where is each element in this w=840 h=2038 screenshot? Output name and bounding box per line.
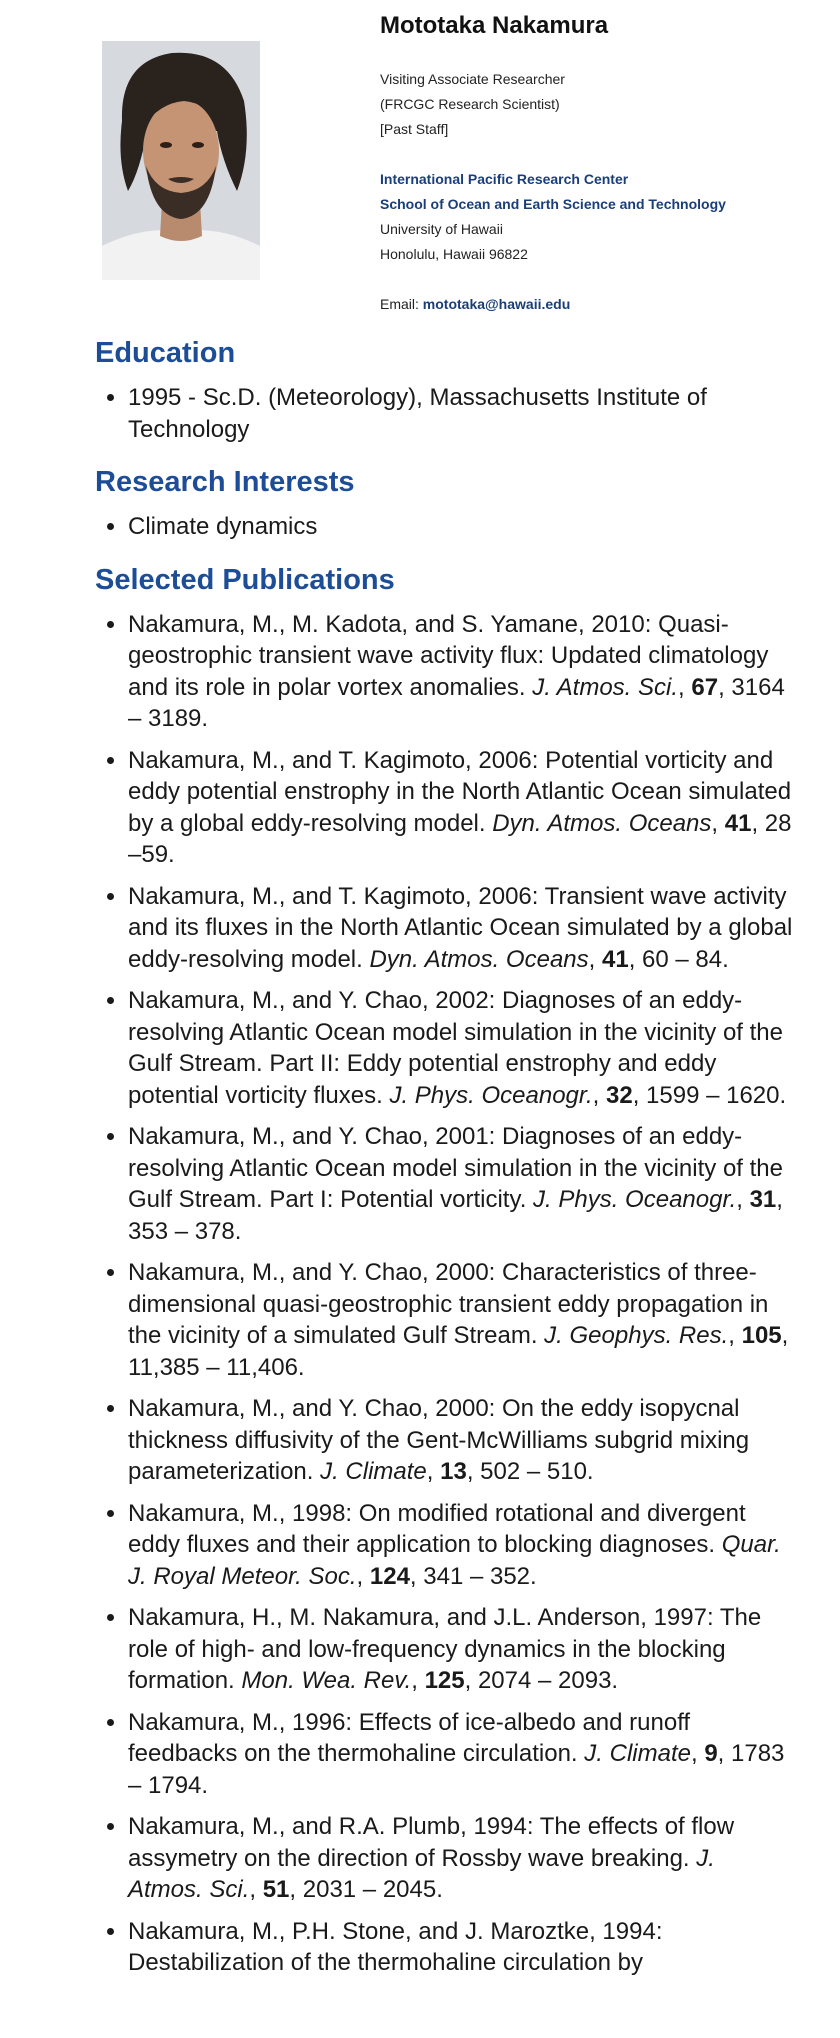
publication-item: • Nakamura, M., and Y. Chao, 2000: Characteristics of three-dimensional quasi-geostrophic transient eddy propagation in the vicinity of a simulated Gulf Stream. J. Geophys. Res., 105, 11,385 – 11,406. bbox=[128, 1257, 795, 1383]
publication-volume: 51 bbox=[262, 1876, 290, 1903]
publication-text: Nakamura, M., and T. Kagimoto, 2006: Potential vorticity and eddy potential enstrophy in the North Atlantic Ocean simulated by a global eddy-resolving model. bbox=[128, 746, 792, 837]
publication-item: • Nakamura, M., and Y. Chao, 2002: Diagnoses of an eddy-resolving Atlantic Ocean model simulation in the vicinity of the Gulf Stream. Part II: Eddy potential enstrophy and eddy potential vorticity fluxes. J. Phys. Oceanogr., 32, 1599 – 1620. bbox=[128, 985, 795, 1111]
publication-text: Nakamura, M., 1996: Effects of ice-albedo and runoff feedbacks on the thermohaline circulation. bbox=[128, 1708, 691, 1767]
publication-pages: , 1783 – 1794. bbox=[128, 1740, 785, 1799]
publication-pages: , 3164 – 3189. bbox=[128, 673, 785, 732]
staff-status: [Past Staff] bbox=[380, 121, 449, 137]
publication-text: Nakamura, M., and Y. Chao, 2001: Diagnoses of an eddy-resolving Atlantic Ocean model simulation in the vicinity of the Gulf Stream. Part I: Potential vorticity. bbox=[128, 1123, 783, 1213]
person-name: Mototaka Nakamura bbox=[380, 12, 609, 39]
publication-text: Nakamura, M., and Y. Chao, 2000: On the eddy isopycnal thickness diffusivity of the Gent-McWilliams subgrid mixing parameterization. bbox=[128, 1395, 750, 1485]
publication-text: Nakamura, H., M. Nakamura, and J.L. Anderson, 1997: The role of high- and low-frequency dynamics in the blocking formation. bbox=[128, 1604, 762, 1694]
education-heading: Education bbox=[95, 337, 236, 369]
publication-text: Nakamura, M., and Y. Chao, 2000: Characteristics of three-dimensional quasi-geostrophic transient eddy propagation in the vicinity of a simulated Gulf Stream. bbox=[128, 1259, 769, 1349]
publication-journal: J. Climate bbox=[584, 1740, 691, 1767]
email-label: Email: bbox=[380, 296, 423, 312]
publication-volume: 31 bbox=[749, 1186, 777, 1213]
email-line bbox=[380, 292, 820, 317]
publication-journal: J. Atmos. Sci. bbox=[128, 1844, 715, 1903]
publication-journal: Quar. J. Royal Meteor. Soc. bbox=[128, 1531, 781, 1590]
publication-volume: 105 bbox=[741, 1322, 782, 1349]
publication-volume: 32 bbox=[606, 1081, 633, 1109]
publication-volume: 13 bbox=[440, 1458, 467, 1485]
publication-journal: J. Phys. Oceanogr. bbox=[389, 1081, 593, 1109]
publication-volume: 41 bbox=[601, 945, 629, 973]
iprc-link[interactable]: International Pacific Research Center bbox=[380, 171, 629, 187]
position-subtitle: (FRCGC Research Scientist) bbox=[380, 96, 560, 112]
publication-journal: Dyn. Atmos. Oceans bbox=[492, 809, 712, 837]
portrait-image bbox=[102, 41, 260, 280]
publication-pages: , 2031 – 2045. bbox=[289, 1876, 443, 1903]
research-list bbox=[95, 511, 795, 543]
publication-item: • Nakamura, H., M. Nakamura, and J.L. Anderson, 1997: The role of high- and low-frequency dynamics in the blocking formation. Mon. Wea. Rev., 125, 2074 – 2093. bbox=[128, 1602, 795, 1697]
publication-journal: J. Geophys. Res. bbox=[544, 1322, 729, 1349]
publication-item: • Nakamura, M., and Y. Chao, 2000: On the eddy isopycnal thickness diffusivity of the Gent-McWilliams subgrid mixing parameterization. J. Climate, 13, 502 – 510. bbox=[128, 1393, 795, 1488]
publication-pages: , 353 – 378. bbox=[128, 1186, 783, 1245]
publication-pages: , 2074 – 2093. bbox=[464, 1667, 619, 1694]
publication-item: • Nakamura, M., and Y. Chao, 2001: Diagnoses of an eddy-resolving Atlantic Ocean model simulation in the vicinity of the Gulf Stream. Part I: Potential vorticity. J. Phys. Oceanogr., 31, 353 – 378. bbox=[128, 1121, 795, 1247]
publication-pages: , 60 – 84. bbox=[628, 945, 729, 973]
contact-block bbox=[380, 12, 820, 317]
publication-item: • Nakamura, M., and T. Kagimoto, 2006: Transient wave activity and its fluxes in the North Atlantic Ocean simulated by a global eddy-resolving model. Dyn. Atmos. Oceans, 41, 60 – 84. bbox=[128, 881, 795, 976]
publication-journal: Dyn. Atmos. Oceans bbox=[369, 945, 589, 973]
research-heading: Research Interests bbox=[95, 466, 355, 498]
publication-journal: J. Atmos. Sci. bbox=[532, 673, 679, 701]
publication-journal: J. Phys. Oceanogr. bbox=[533, 1186, 737, 1213]
publication-volume: 67 bbox=[691, 673, 719, 701]
publication-text: Nakamura, M., P.H. Stone, and J. Maroztke, 1994: Destabilization of the thermohaline circulation by bbox=[128, 1917, 663, 1976]
publication-volume: 9 bbox=[704, 1740, 718, 1767]
profile-header bbox=[0, 0, 840, 330]
university-name: University of Hawaii bbox=[380, 221, 503, 237]
publications-list bbox=[95, 609, 795, 1979]
publication-text: Nakamura, M., 1998: On modified rotational and divergent eddy fluxes and their application to blocking diagnoses. bbox=[128, 1499, 746, 1558]
publication-item bbox=[128, 1916, 795, 1979]
publication-item: • Nakamura, M., and T. Kagimoto, 2006: Potential vorticity and eddy potential enstrophy in the North Atlantic Ocean simulated by a global eddy-resolving model. Dyn. Atmos. Oceans, 41, 28 –59. bbox=[128, 745, 795, 871]
main-content bbox=[95, 330, 795, 1989]
email-link[interactable]: mototaka@hawaii.edu bbox=[422, 296, 571, 312]
publication-item: • Nakamura, M., 1996: Effects of ice-albedo and runoff feedbacks on the thermohaline circulation. J. Climate, 9, 1783 – 1794. bbox=[128, 1707, 795, 1802]
list-item: • Climate dynamics bbox=[128, 511, 795, 543]
publication-volume: 125 bbox=[424, 1667, 465, 1694]
soest-link[interactable]: School of Ocean and Earth Science and Technology bbox=[380, 196, 726, 212]
publication-journal: J. Climate bbox=[320, 1458, 427, 1485]
publication-journal: Mon. Wea. Rev. bbox=[241, 1667, 412, 1694]
publication-text: Nakamura, M., and R.A. Plumb, 1994: The effects of flow assymetry on the direction of Rossby wave breaking. bbox=[128, 1813, 735, 1872]
list-item: • 1995 - Sc.D. (Meteorology), Massachusetts Institute of Technology bbox=[128, 382, 795, 445]
publication-item: • Nakamura, M., M. Kadota, and S. Yamane, 2010: Quasi-geostrophic transient wave activity flux: Updated climatology and its role in polar vortex anomalies. J. Atmos. Sci., 67, 3164 – 3189. bbox=[128, 609, 795, 735]
publication-item: • Nakamura, M., and R.A. Plumb, 1994: The effects of flow assymetry on the direction of Rossby wave breaking. J. Atmos. Sci., 51, 2031 – 2045. bbox=[128, 1811, 795, 1906]
publications-heading: Selected Publications bbox=[95, 563, 395, 596]
education-list bbox=[95, 382, 795, 445]
publication-text: Nakamura, M., and T. Kagimoto, 2006: Transient wave activity and its fluxes in the North Atlantic Ocean simulated by a global eddy-resolving model. bbox=[128, 882, 793, 973]
publication-pages: , 341 – 352. bbox=[409, 1562, 537, 1590]
position-title: Visiting Associate Researcher bbox=[380, 71, 565, 87]
publication-item: • Nakamura, M., 1998: On modified rotational and divergent eddy fluxes and their application to blocking diagnoses. Quar. J. Royal Meteor. Soc., 124, 341 – 352. bbox=[128, 1498, 795, 1593]
publication-text: Nakamura, M., and Y. Chao, 2002: Diagnoses of an eddy-resolving Atlantic Ocean model simulation in the vicinity of the Gulf Stream. Part II: Eddy potential enstrophy and eddy potential vorticity fluxes. bbox=[128, 987, 783, 1109]
publication-pages: , 502 – 510. bbox=[466, 1458, 594, 1485]
publication-pages: , 1599 – 1620. bbox=[632, 1081, 787, 1109]
publication-volume: 41 bbox=[724, 809, 752, 837]
publication-pages: , 11,385 – 11,406. bbox=[128, 1322, 789, 1381]
profile-photo bbox=[102, 41, 260, 280]
publication-volume: 124 bbox=[369, 1562, 410, 1590]
publication-pages: , 28 –59. bbox=[128, 809, 792, 868]
publication-text: Nakamura, M., M. Kadota, and S. Yamane, 2010: Quasi-geostrophic transient wave activity flux: Updated climatology and its role in polar vortex anomalies. bbox=[128, 610, 769, 701]
address: Honolulu, Hawaii 96822 bbox=[380, 246, 528, 262]
